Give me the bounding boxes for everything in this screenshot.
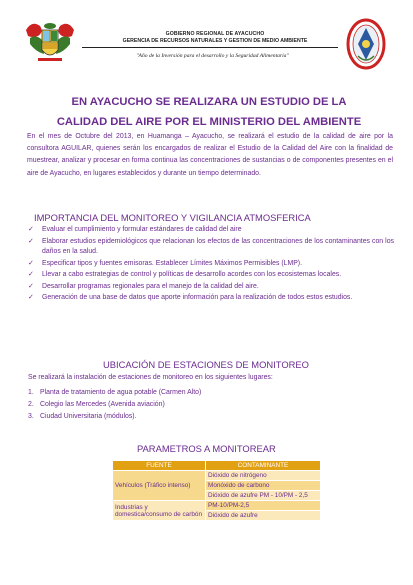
importance-list — [28, 225, 394, 305]
source-cell: Industrias y domestica/consumo de carbón — [113, 501, 206, 521]
intro-paragraph: En el mes de Octubre del 2013, en Huamanga – Ayacucho, se realizará el estudio de la calidad de aire por la consultora AGUILAR, quienes serán los encargados de realizar el Estudio de la Calidad del Aire con la finalidad de muestrear, analizar y procesar en forma continua las concentraciones de sustancias o de componentes presentes en el aire de Ayacucho, en lugares establecidos y durante un tiempo determinado. — [27, 133, 393, 177]
list-item: 2. Colegio las Mercedes (Avenida aviación) — [28, 401, 165, 408]
list-item: ✓ Elaborar estudios epidemiológicos que relacionan los efectos de las concentraciones de los contaminantes con los daños en la salud. — [28, 237, 394, 255]
checkmark-icon: ✓ — [28, 282, 34, 290]
column-header-pollutant: CONTAMINANTE — [206, 461, 321, 471]
checkmark-icon: ✓ — [28, 271, 34, 278]
column-header-source: FUENTE — [113, 461, 206, 471]
stations-heading: UBICACIÓN DE ESTACIONES DE MONITOREO — [103, 359, 309, 370]
list-item: ✓ Generación de una base de datos que aporte información para la realización de todos estos estudios. — [28, 293, 394, 304]
pollutant-cell: PM-10/PM-2,5 — [206, 501, 321, 511]
regional-seal-icon — [346, 18, 386, 70]
source-cell: Vehículos (Tráfico intenso) — [113, 471, 206, 501]
parameters-heading: PARAMETROS A MONITOREAR — [137, 443, 276, 454]
table-row — [113, 501, 321, 511]
header-divider — [82, 47, 338, 48]
checkmark-icon: ✓ — [28, 226, 34, 233]
document-header — [0, 0, 413, 80]
stations-list — [28, 387, 394, 423]
parameters-table — [112, 460, 321, 521]
checkmark-icon: ✓ — [28, 259, 34, 267]
table-row — [113, 471, 321, 481]
peru-coat-of-arms-icon — [22, 16, 78, 68]
pollutant-cell: Dióxido de azufre — [206, 511, 321, 521]
list-item: ✓ Desarrollar programas regionales para el manejo de la calidad del aire. — [28, 282, 394, 293]
stations-lead: Se realizará la instalación de estaciones de monitoreo en los siguientes lugares: — [28, 374, 273, 381]
headline-line-1: EN AYACUCHO SE REALIZARA UN ESTUDIO DE LA — [71, 96, 347, 108]
checkmark-icon: ✓ — [28, 294, 34, 301]
checkmark-icon: ✓ — [28, 237, 34, 245]
list-item: ✓ Llevar a cabo estrategias de control y políticas de desarrollo acordes con los ecosistemas locales. — [28, 270, 394, 281]
pollutant-cell: Dióxido de azufre PM - 10/PM - 2,5 — [206, 491, 321, 501]
list-item: ✓ Especificar tipos y fuentes emisoras. Establecer Límites Máximos Permisibles (LMP). — [28, 259, 394, 270]
headline-line-2: CALIDAD DEL AIRE POR EL MINISTERIO DEL AMBIENTE — [56, 116, 362, 128]
organization-department: GERENCIA DE RECURSOS NATURALES Y GESTION DE MEDIO AMBIENTE — [122, 38, 308, 44]
table-header-row — [113, 461, 321, 471]
importance-heading: IMPORTANCIA DEL MONITOREO Y VIGILANCIA ATMOSFERICA — [34, 212, 311, 223]
year-motto: "Año de la Inversión para el desarrollo y la Seguridad Alimentaria" — [136, 53, 289, 59]
list-item: 3. Ciudad Universitaria (módulos). — [28, 413, 137, 420]
pollutant-cell: Dióxido de nitrógeno — [206, 471, 321, 481]
list-item: 1. Planta de tratamiento de agua potable (Carmen Alto) — [28, 389, 202, 396]
list-item: ✓ Evaluar el cumplimiento y formular estándares de calidad del aire — [28, 225, 394, 236]
organization-name: GOBIERNO REGIONAL DE AYACUCHO — [165, 31, 265, 37]
pollutant-cell: Monóxido de carbono — [206, 481, 321, 491]
